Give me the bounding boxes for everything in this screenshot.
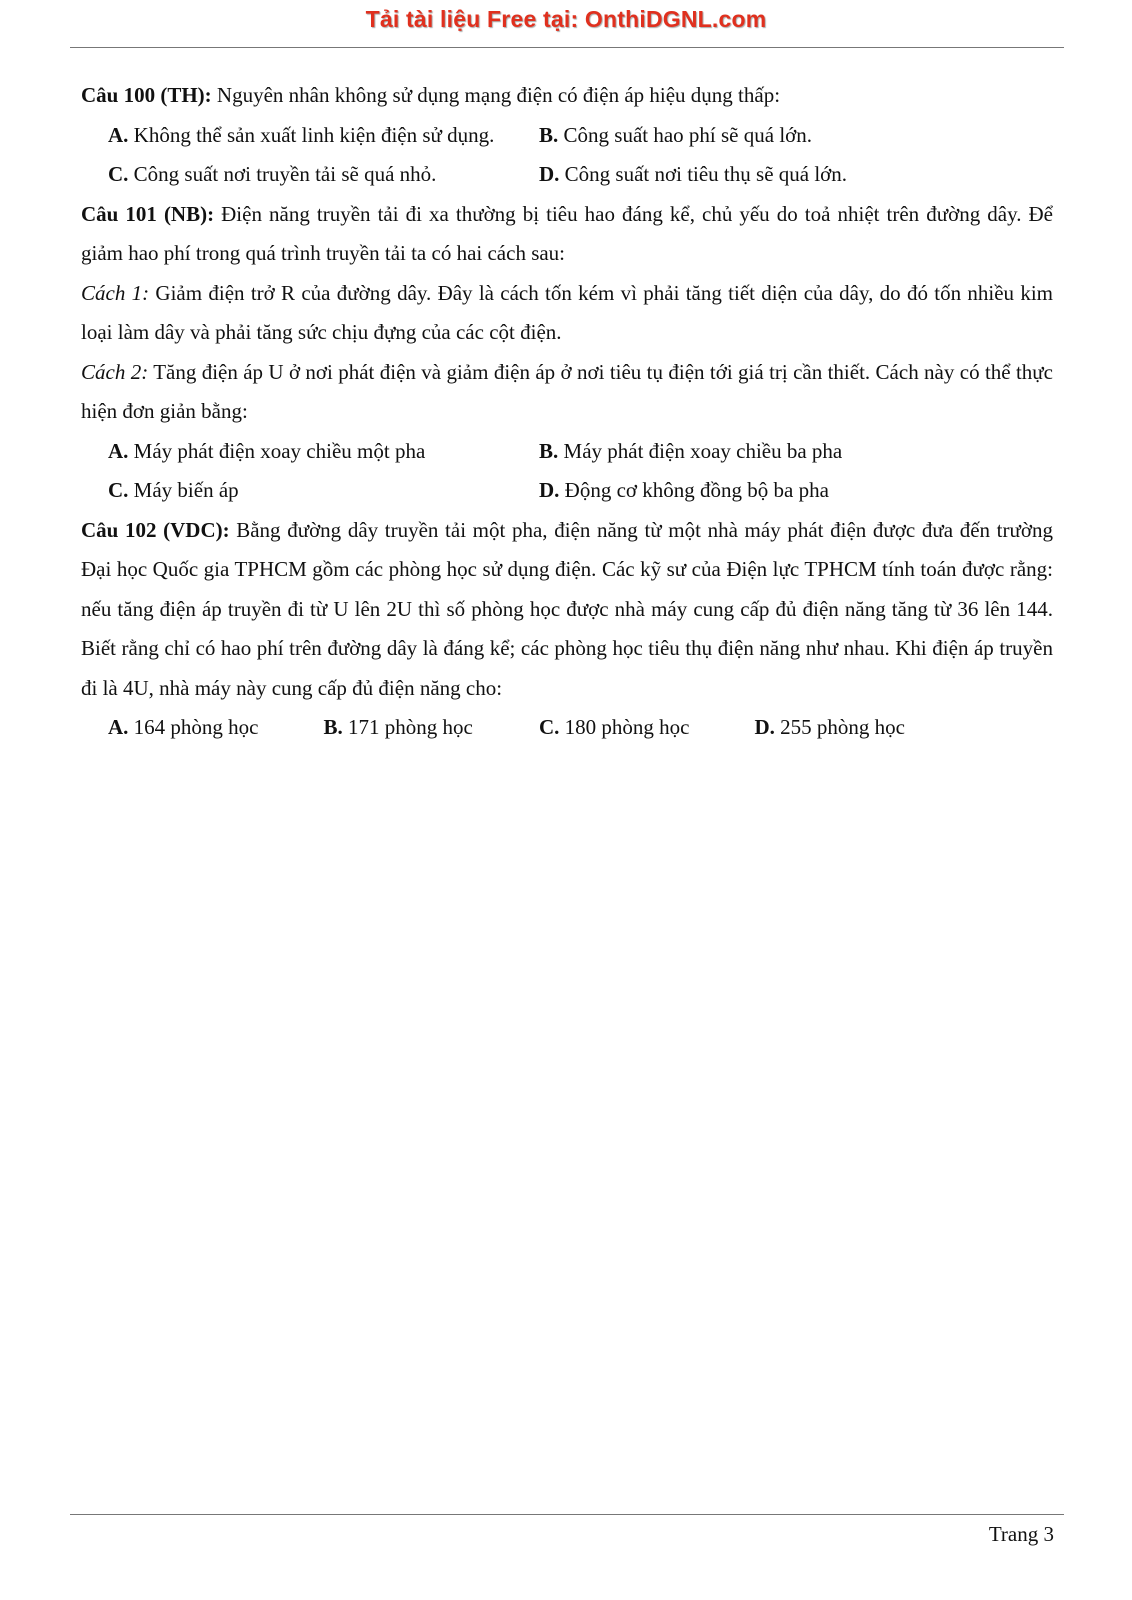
method-label: Cách 2: xyxy=(81,359,149,384)
method-1 xyxy=(81,274,1053,353)
option-text: 180 phòng học xyxy=(559,715,690,739)
option-text: 255 phòng học xyxy=(774,715,905,739)
option-a xyxy=(108,432,539,472)
option-letter: A. xyxy=(108,122,129,147)
option-text: Động cơ không đồng bộ ba pha xyxy=(559,478,829,502)
option-letter: A. xyxy=(108,715,129,739)
option-text: Công suất nơi truyền tải sẽ quá nhỏ. xyxy=(128,162,437,186)
question-label: Câu 101 (NB): xyxy=(81,201,215,226)
question-stem: Bằng đường dây truyền tải một pha, điện năng từ một nhà máy phát điện được đưa đến trường Đại học Quốc gia TPHCM gồm các phòng học sử dụng điện. Các kỹ sư của Điện lực TPHCM tính toán được rằng: nếu tăng điện áp truyền đi từ U lên 2U thì số phòng học được nhà máy cung cấp đủ điện năng tăng từ 36 lên 144. Biết rằng chỉ có hao phí trên đường dây là đáng kể; các phòng học tiêu thụ điện năng như nhau. Khi điện áp truyền đi là 4U, nhà máy này cung cấp đủ điện năng cho: xyxy=(81,517,1053,700)
footer-divider xyxy=(70,1514,1064,1515)
option-b xyxy=(539,432,970,472)
option-letter: B. xyxy=(539,438,559,463)
question-101 xyxy=(81,195,1053,274)
header-divider xyxy=(70,47,1064,48)
question-101-options-row-1 xyxy=(81,432,1053,472)
method-2 xyxy=(81,353,1053,432)
option-letter: C. xyxy=(108,478,129,502)
question-stem: Điện năng truyền tải đi xa thường bị tiêu hao đáng kể, chủ yếu do toả nhiệt trên đường dây. Để giảm hao phí trong quá trình truyền tải ta có hai cách sau: xyxy=(81,201,1053,265)
page-number: Trang 3 xyxy=(988,1522,1054,1546)
option-b xyxy=(324,708,540,748)
option-letter: D. xyxy=(754,715,775,739)
question-100-options-row-1 xyxy=(81,116,1053,156)
option-c xyxy=(108,155,539,195)
option-c xyxy=(108,471,539,511)
option-d xyxy=(539,155,970,195)
option-text: 171 phòng học xyxy=(342,715,473,739)
question-label: Câu 102 (VDC): xyxy=(81,517,230,542)
option-letter: B. xyxy=(539,122,559,147)
option-letter: B. xyxy=(323,715,343,739)
option-text: Công suất hao phí sẽ quá lớn. xyxy=(558,122,813,147)
option-text: Không thể sản xuất linh kiện điện sử dụng. xyxy=(128,122,495,147)
option-letter: D. xyxy=(539,162,560,186)
option-text: 164 phòng học xyxy=(128,715,259,739)
option-letter: A. xyxy=(108,438,129,463)
option-text: Máy phát điện xoay chiều ba pha xyxy=(558,438,843,463)
option-text: Công suất nơi tiêu thụ sẽ quá lớn. xyxy=(559,162,848,186)
option-letter: D. xyxy=(539,478,560,502)
question-stem: Nguyên nhân không sử dụng mạng điện có điện áp hiệu dụng thấp: xyxy=(211,83,781,107)
document-body xyxy=(81,76,1053,748)
option-text: Máy phát điện xoay chiều một pha xyxy=(128,438,426,463)
option-c xyxy=(539,708,755,748)
question-102 xyxy=(81,511,1053,709)
option-letter: C. xyxy=(539,715,560,739)
option-letter: C. xyxy=(108,162,129,186)
question-100-options-row-2 xyxy=(81,155,1053,195)
option-d xyxy=(755,708,971,748)
question-101-options-row-2 xyxy=(81,471,1053,511)
option-a xyxy=(108,116,539,156)
option-b xyxy=(539,116,970,156)
question-label: Câu 100 (TH): xyxy=(81,83,212,107)
method-text: Giảm điện trở R của đường dây. Đây là cách tốn kém vì phải tăng tiết diện của dây, do đó tốn nhiều kim loại làm dây và phải tăng sức chịu đựng của các cột điện. xyxy=(81,280,1054,344)
option-a xyxy=(108,708,324,748)
question-102-options-row xyxy=(81,708,1053,748)
method-label: Cách 1: xyxy=(81,280,150,305)
option-text: Máy biến áp xyxy=(128,478,239,502)
question-100 xyxy=(81,76,1053,116)
method-text: Tăng điện áp U ở nơi phát điện và giảm điện áp ở nơi tiêu tụ điện tới giá trị cần thiết. Cách này có thể thực hiện đơn giản bằng: xyxy=(81,359,1053,423)
option-d xyxy=(539,471,970,511)
header-banner[interactable]: Tải tài liệu Free tại: OnthiDGNL.com xyxy=(365,6,767,32)
